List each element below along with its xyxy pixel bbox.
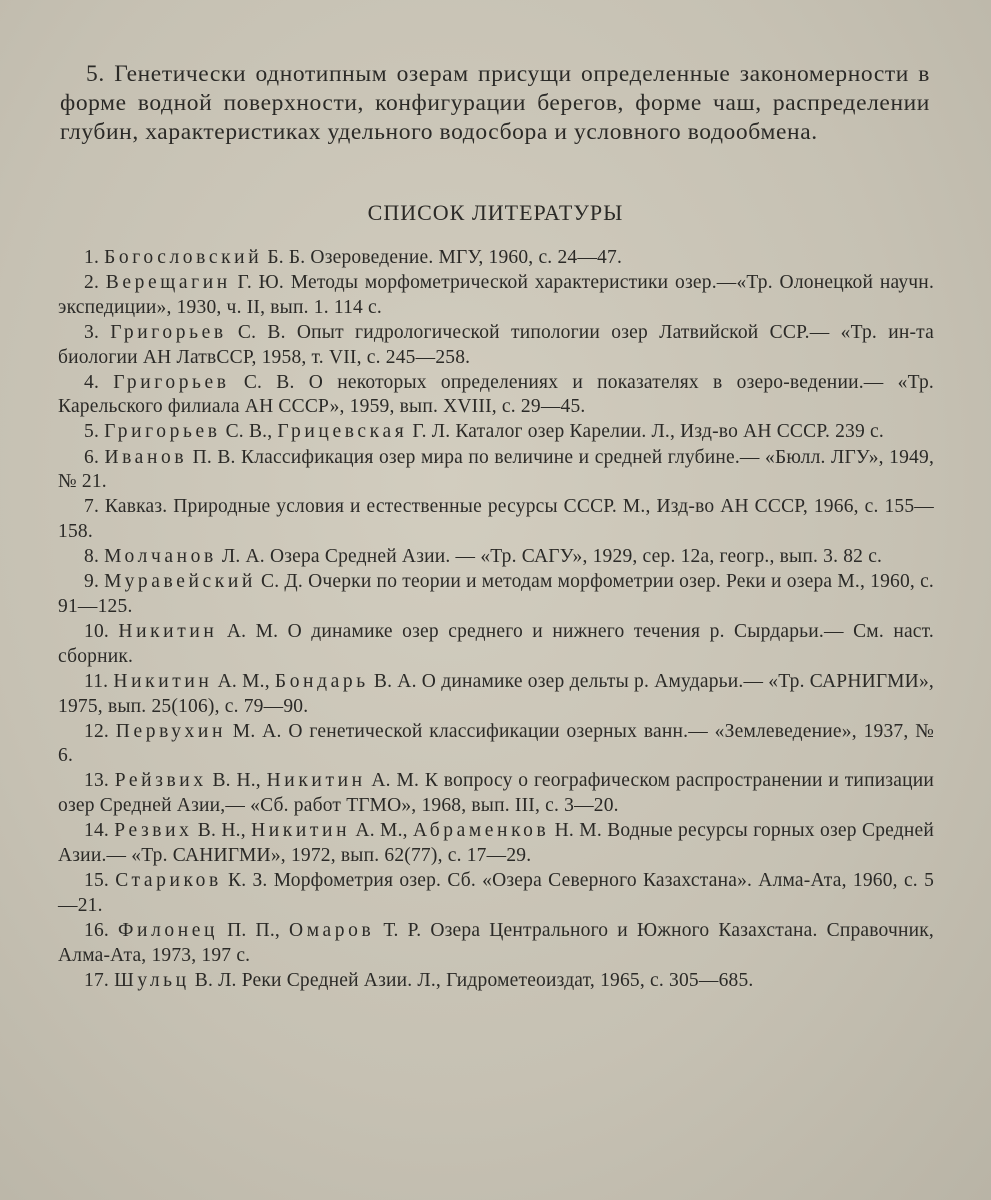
reference-initials: С. В.	[243, 371, 295, 393]
reference-initials: Н. М.	[554, 820, 602, 842]
reference-text: К вопросу о географическом распространении и типизации озер Средней Азии,— «Сб. работ ТГМО», 1968, вып. III, с. 3—20.	[58, 770, 935, 817]
reference-author: Молчанов	[104, 546, 217, 568]
reference-number: 5.	[84, 421, 100, 443]
reference-item	[58, 271, 934, 320]
reference-author: Никитин	[113, 670, 213, 692]
conclusion-section	[60, 60, 930, 147]
reference-number: 17.	[84, 969, 109, 991]
reference-number: 13.	[84, 770, 109, 792]
reference-number: 12.	[84, 720, 109, 742]
reference-text: Озера Центрального и Южного Казахстана. Справочник, Алма-Ата, 1973, 197 с.	[58, 919, 935, 966]
reference-number: 1.	[84, 247, 100, 268]
reference-author: Абраменков	[413, 820, 550, 842]
reference-author: Грицевская	[277, 421, 408, 443]
reference-item	[58, 819, 934, 868]
reference-number: 15.	[84, 870, 109, 892]
reference-initials: В. Н.,	[212, 770, 261, 792]
reference-item	[58, 570, 934, 619]
reference-text: Опыт гидрологической типологии озер Латвийской ССР.— «Тр. ин-та биологии АН ЛатвССР, 1958, т. VII, с. 245—258.	[58, 321, 935, 368]
reference-text: Кавказ. Природные условия и естественные ресурсы СССР. М., Изд-во АН СССР, 1966, с. 155—158.	[58, 496, 934, 543]
references-heading: СПИСОК ЛИТЕРАТУРЫ	[367, 200, 624, 225]
reference-text: Озероведение. МГУ, 1960, с. 24—47.	[310, 247, 623, 268]
reference-number: 4.	[84, 371, 100, 393]
reference-initials: В. Л.	[194, 969, 237, 991]
reference-item	[58, 620, 934, 669]
reference-text: О динамике озер среднего и нижнего течения р. Сырдарьи.— См. наст. сборник.	[58, 621, 934, 667]
reference-initials: В. Н.,	[197, 820, 246, 842]
reference-number: 9.	[84, 571, 100, 593]
reference-author: Стариков	[115, 870, 222, 892]
reference-author: Бондарь	[274, 670, 369, 692]
reference-initials: М. А.	[232, 720, 282, 742]
reference-number: 7.	[84, 496, 100, 518]
reference-number: 10.	[84, 621, 109, 643]
reference-item	[58, 969, 934, 994]
reference-text: О динамике озер дельты р. Амударьи.— «Тр. САРНИГМИ», 1975, вып. 25(106), с. 79—90.	[58, 670, 934, 717]
reference-text: Морфометрия озер. Сб. «Озера Северного Казахстана». Алма-Ата, 1960, с. 5—21.	[58, 870, 935, 916]
reference-number: 3.	[84, 321, 100, 343]
reference-initials: А. М.	[226, 621, 279, 643]
reference-item	[58, 769, 934, 818]
reference-item	[58, 446, 934, 495]
reference-number: 14.	[84, 820, 109, 842]
reference-initials: Б. Б.	[267, 247, 306, 268]
reference-initials: В. А.	[373, 670, 417, 692]
references-list	[58, 246, 934, 994]
reference-number: 16.	[84, 919, 109, 941]
reference-author: Резвих	[114, 820, 193, 842]
reference-author: Иванов	[104, 446, 188, 468]
reference-item	[58, 321, 934, 370]
reference-author: Никитин	[251, 820, 351, 842]
reference-initials: Г. Л.	[412, 421, 451, 443]
reference-number: 8.	[84, 546, 100, 568]
reference-text: Классификация озер мира по величине и средней глубине.— «Бюлл. ЛГУ», 1949, № 21.	[58, 446, 935, 493]
reference-initials: А. М.,	[355, 820, 408, 842]
reference-author: Никитин	[266, 770, 366, 792]
reference-author: Верещагин	[105, 272, 231, 294]
reference-initials: С. Д.	[261, 571, 303, 593]
reference-item	[58, 720, 934, 769]
reference-item	[58, 869, 934, 918]
reference-author: Богословский	[104, 247, 263, 268]
reference-author: Никитин	[118, 621, 218, 643]
reference-initials: А. М.	[371, 770, 420, 792]
reference-text: Каталог озер Карелии. Л., Изд-во АН СССР. 239 с.	[455, 421, 884, 443]
reference-initials: А. М.,	[217, 670, 270, 692]
reference-initials: Л. А.	[221, 546, 265, 568]
reference-author: Первухин	[115, 720, 226, 742]
reference-text: О генетической классификации озерных ванн.— «Землеведение», 1937, № 6.	[58, 720, 935, 767]
reference-item	[58, 420, 934, 445]
reference-item	[58, 495, 934, 544]
reference-initials: Т. Р.	[383, 919, 422, 941]
reference-author: Шульц	[114, 969, 190, 991]
reference-text: Водные ресурсы горных озер Средней Азии.— «Тр. САНИГМИ», 1972, вып. 62(77), с. 17—29.	[58, 820, 934, 866]
reference-author: Григорьев	[110, 321, 227, 343]
reference-number: 6.	[84, 446, 100, 468]
reference-item	[58, 246, 934, 271]
reference-initials: П. В.	[192, 446, 236, 468]
reference-author: Григорьев	[113, 371, 230, 393]
reference-item	[58, 545, 934, 570]
reference-initials: С. В.,	[225, 421, 273, 443]
reference-initials: П. П.,	[227, 919, 280, 941]
reference-author: Рейзвих	[114, 770, 207, 792]
reference-initials: Г. Ю.	[237, 272, 284, 294]
reference-item	[58, 670, 934, 719]
reference-text: Озера Средней Азии. — «Тр. САГУ», 1929, сер. 12а, геогр., вып. 3. 82 с.	[269, 546, 883, 568]
reference-text: Методы морфометрической характеристики озер.—«Тр. Олонецкой научн. экспедиции», 1930, ч. II, вып. 1. 114 с.	[58, 272, 935, 318]
reference-author: Филонец	[118, 919, 219, 941]
reference-author: Муравейский	[104, 571, 256, 593]
reference-item	[58, 919, 934, 968]
reference-initials: С. В.	[237, 321, 286, 343]
reference-initials: К. З.	[227, 870, 268, 892]
reference-number: 11.	[84, 670, 109, 692]
reference-author: Омаров	[289, 919, 375, 941]
reference-item	[58, 371, 934, 420]
reference-author: Григорьев	[104, 421, 221, 443]
reference-text: Очерки по теории и методам морфометрии озер. Реки и озера М., 1960, с. 91—125.	[58, 571, 935, 617]
conclusion-paragraph: 5. Генетически однотипным озерам присущи определенные закономерности в форме водной поверхности, конфигурации берегов, форме чаш, распределении глубин, характеристиках удельного водосбора и условного водообмена.	[60, 61, 930, 145]
reference-text: Реки Средней Азии. Л., Гидрометеоиздат, 1965, с. 305—685.	[241, 969, 754, 991]
reference-number: 2.	[84, 272, 100, 294]
reference-text: О некоторых определениях и показателях в озеро-ведении.— «Тр. Карельского филиала АН СССР», 1959, вып. XVIII, с. 29—45.	[58, 371, 935, 418]
